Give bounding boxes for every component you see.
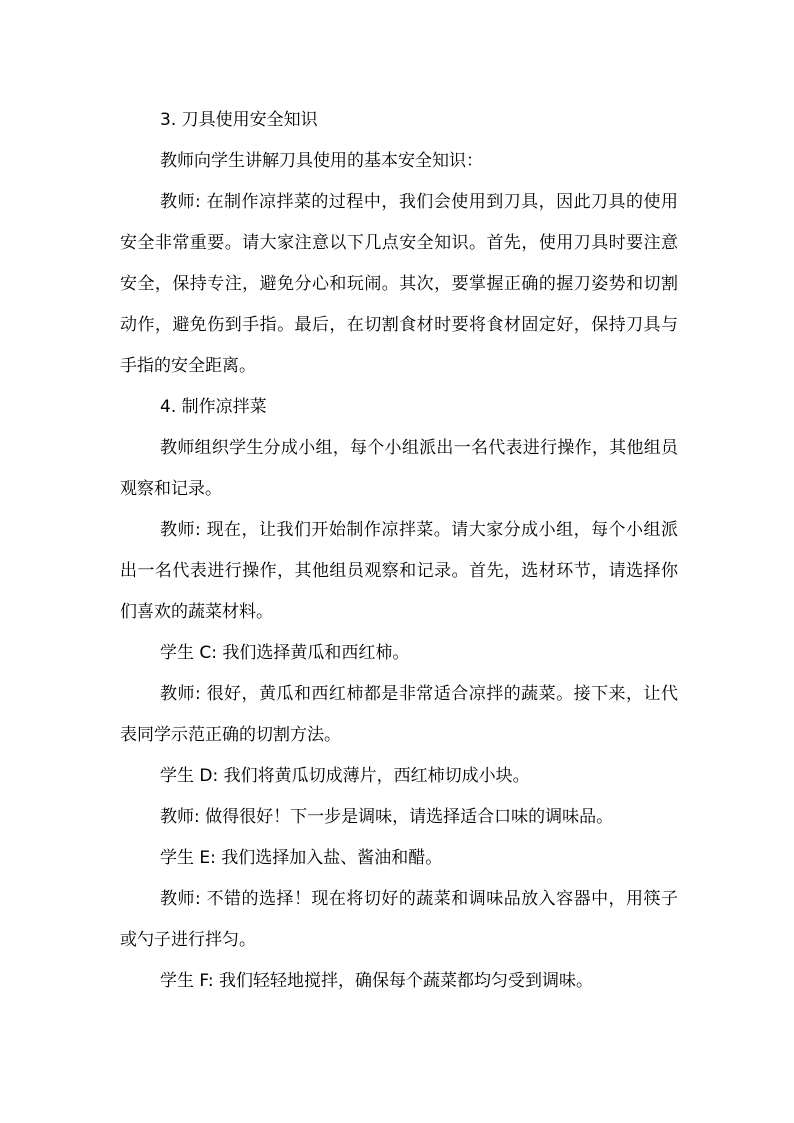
document-body bbox=[120, 100, 678, 1002]
paragraph-teacher-safety: 教师: 在制作凉拌菜的过程中，我们会使用到刀具，因此刀具的使用安全非常重要。请大家注意以下几点安全知识。首先，使用刀具时要注意安全，保持专注，避免分心和玩闹。其次，要掌握正确的握刀姿势和切割动作，避免伤到手指。最后，在切割食材时要将食材固定好，保持刀具与手指的安全距离。 bbox=[120, 192, 678, 376]
paragraph-student-f: 学生 F: 我们轻轻地搅拌，确保每个蔬菜都均匀受到调味。 bbox=[160, 971, 593, 991]
paragraph-teacher-mixing: 教师: 不错的选择！现在将切好的蔬菜和调味品放入容器中，用筷子或勺子进行拌匀。 bbox=[120, 889, 678, 950]
paragraph-intro-safety: 教师向学生讲解刀具使用的基本安全知识： bbox=[160, 151, 483, 171]
paragraph-student-e: 学生 E: 我们选择加入盐、酱油和醋。 bbox=[160, 848, 443, 868]
paragraph-student-c: 学生 C: 我们选择黄瓜和西红柿。 bbox=[160, 643, 410, 663]
section-4-heading: 4. 制作凉拌菜 bbox=[160, 397, 267, 417]
paragraph-teacher-start: 教师: 现在，让我们开始制作凉拌菜。请大家分成小组，每个小组派出一名代表进行操作，其他组员观察和记录。首先，选材环节，请选择你们喜欢的蔬菜材料。 bbox=[120, 520, 678, 622]
paragraph-teacher-cutting: 教师: 很好，黄瓜和西红柿都是非常适合凉拌的蔬菜。接下来，让代表同学示范正确的切割方法。 bbox=[120, 684, 678, 745]
paragraph-student-d: 学生 D: 我们将黄瓜切成薄片，西红柿切成小块。 bbox=[160, 766, 530, 786]
paragraph-teacher-seasoning: 教师: 做得很好！下一步是调味，请选择适合口味的调味品。 bbox=[160, 807, 614, 827]
paragraph-group-organization: 教师组织学生分成小组，每个小组派出一名代表进行操作，其他组员观察和记录。 bbox=[120, 438, 678, 499]
section-3-heading: 3. 刀具使用安全知识 bbox=[160, 110, 318, 130]
